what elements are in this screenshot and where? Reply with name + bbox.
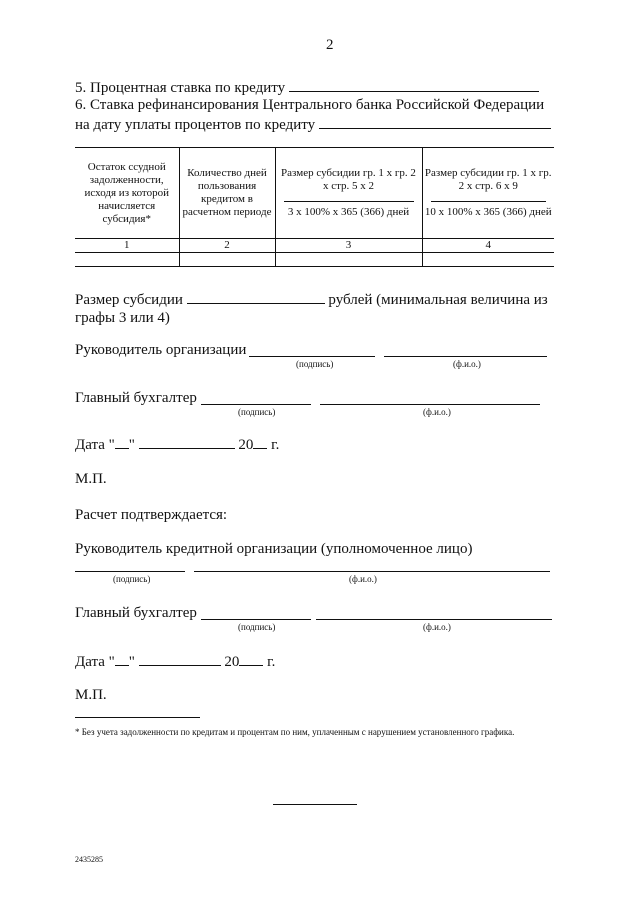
org-head-label: Руководитель организации [75,342,247,358]
item-5-blank[interactable] [289,78,539,92]
signature-caption: (подпись) [113,574,151,584]
col-subsidy-a-numerator: Размер субсидии гр. 1 х гр. 2 х стр. 5 х 2 [281,167,416,192]
item-5-text: 5. Процентная ставка по кредиту [75,80,286,96]
item-6-line2 [75,115,551,134]
table-header-row [75,148,554,239]
date-quote: " [128,437,135,453]
confirmed-label: Расчет подтверждается: [75,507,228,523]
page-number: 2 [326,37,334,53]
signature-caption: (подпись) [238,407,276,417]
table-cell[interactable] [422,253,554,267]
footnote-text: * Без учета задолженности по кредитам и процентам по ним, уплаченным с нарушением установленного графика. [75,727,515,737]
document-code: 2435285 [75,855,103,864]
col-subsidy-a-header [275,148,422,239]
table-cell[interactable] [275,253,422,267]
org-head-signature-line[interactable] [249,356,375,357]
col-subsidy-b-denominator: 10 х 100% х 365 (366) дней [424,206,552,218]
table-number-row [75,239,554,253]
date-month-blank[interactable] [139,435,235,449]
date-g: г. [271,437,280,453]
col-number: 4 [422,239,554,253]
date-day-blank[interactable] [115,435,129,449]
col-balance-header: Остаток ссудной задолженности, исходя из которой начисляется субсидия* [75,148,179,239]
subsidy-line [75,290,548,309]
date-label: Дата " [75,437,115,453]
chief-accountant-label: Главный бухгалтер [75,390,197,406]
credit-org-fio-line[interactable] [194,571,550,572]
date-year: 20 [224,654,240,670]
fio-caption: (ф.и.о.) [423,407,451,417]
org-head-fio-line[interactable] [384,356,547,357]
subsidy-calc-table [75,147,554,267]
date-line [75,435,279,454]
subsidy-label: Размер субсидии [75,292,183,308]
col-days-header: Количество дней пользования кредитом в расчетном периоде [179,148,275,239]
date-quote: " [128,654,135,670]
subsidy-blank[interactable] [187,290,325,304]
fio-caption: (ф.и.о.) [349,574,377,584]
col-number: 2 [179,239,275,253]
date-year-blank[interactable] [239,652,263,666]
chief-accountant-signature-line[interactable] [201,404,311,405]
date-year-blank[interactable] [253,435,267,449]
seal-label: М.П. [75,471,107,487]
col-subsidy-a-denominator: 3 х 100% х 365 (366) дней [287,206,410,218]
col-number: 1 [75,239,179,253]
item-5-label [75,78,539,97]
date-label: Дата " [75,654,115,670]
seal-label-2: М.П. [75,687,107,703]
item-6-blank[interactable] [319,115,551,129]
date-year: 20 [238,437,254,453]
chief-accountant-fio-line[interactable] [320,404,540,405]
credit-org-signature-line[interactable] [75,571,185,572]
signature-caption: (подпись) [238,622,276,632]
fio-caption: (ф.и.о.) [453,359,481,369]
subsidy-line2: графы 3 или 4) [75,310,170,326]
fio-caption: (ф.и.о.) [423,622,451,632]
table-cell[interactable] [75,253,179,267]
date-month-blank[interactable] [139,652,221,666]
footnote-separator [75,717,200,718]
item-6-line1: 6. Ставка рефинансирования Центрального банка Российской Федерации [75,97,545,113]
item-6-text: на дату уплаты процентов по кредиту [75,117,316,133]
signature-caption: (подпись) [296,359,334,369]
subsidy-rest: рублей (минимальная величина из [328,292,548,308]
chief-accountant-2-label: Главный бухгалтер [75,605,197,621]
date-day-blank[interactable] [115,652,129,666]
chief-accountant-2-signature-line[interactable] [201,619,311,620]
col-number: 3 [275,239,422,253]
table-cell[interactable] [179,253,275,267]
col-subsidy-b-header [422,148,554,239]
end-rule [273,804,357,805]
date-line-2 [75,652,275,671]
chief-accountant-2-fio-line[interactable] [316,619,552,620]
col-subsidy-b-numerator: Размер субсидии гр. 1 х гр. 2 х стр. 6 х 9 [424,167,552,192]
table-data-row[interactable] [75,253,554,267]
date-g: г. [267,654,276,670]
credit-org-head-label: Руководитель кредитной организации (уполномоченное лицо) [75,541,473,557]
